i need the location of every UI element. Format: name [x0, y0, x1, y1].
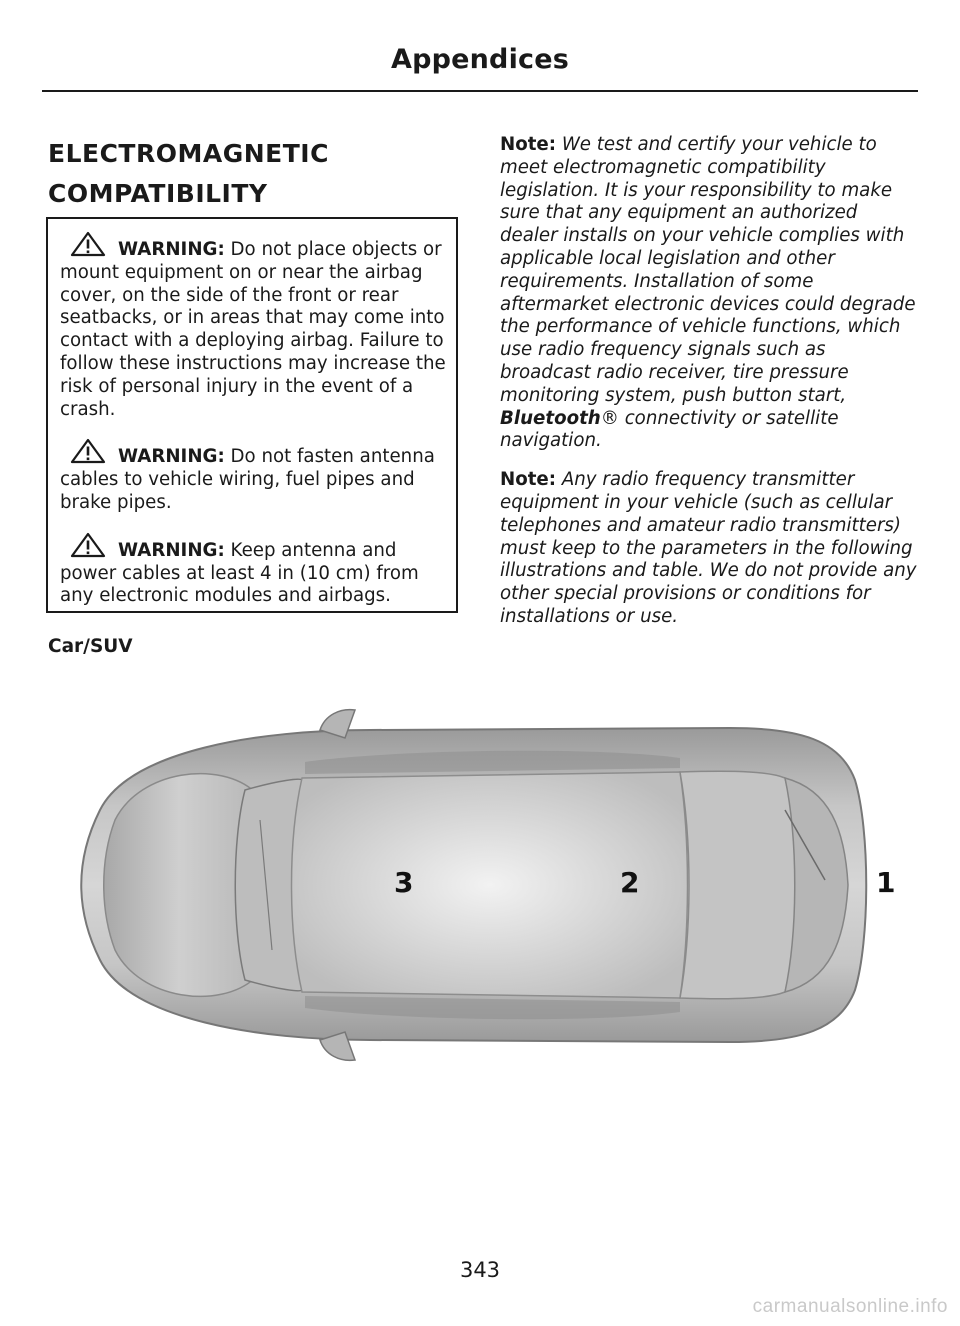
- header-divider: [42, 90, 918, 92]
- warning-text: Do not fasten antenna cables to vehicle wiring, fuel pipes and brake pipes.: [60, 446, 435, 513]
- warning-box: [46, 217, 458, 613]
- bluetooth-brand: Bluetooth: [500, 407, 601, 429]
- page-number: 343: [459, 1258, 501, 1282]
- note-1: [500, 134, 918, 453]
- warning-triangle-icon: [70, 438, 106, 464]
- warning-label: WARNING:: [118, 446, 225, 468]
- warning-1: [60, 231, 446, 421]
- warning-label: WARNING:: [118, 539, 225, 561]
- warning-text: Keep antenna and power cables at least 4 in (10 cm) from any electronic modules and airbags.: [60, 539, 419, 607]
- note-2: [500, 469, 918, 629]
- watermark: carmanualsonline.info: [752, 1296, 948, 1317]
- section-title: ELECTROMAGNETIC COMPATIBILITY: [48, 139, 329, 208]
- warning-triangle-icon: [70, 532, 106, 558]
- note-label: Note:: [500, 134, 557, 155]
- callout-2: 2: [620, 866, 640, 899]
- car-top-view-figure: [40, 700, 920, 1070]
- warning-triangle-icon: [70, 231, 106, 257]
- note-text-end: ® connectivity or satellite navigation.: [500, 407, 839, 452]
- note-text: We test and certify your vehicle to meet electromagnetic compatibility legislation. It is your responsibility to make sure that any equipment an authorized dealer installs on your vehicle complies with applicable local legislation and other requirements. Installation of some aftermarket electronic devices could degrade the performance of vehicle functions, which use radio frequency signals such as broadcast radio receiver, tire pressure monitoring system, push button start,: [500, 134, 916, 406]
- callout-1: 1: [876, 866, 896, 899]
- note-text: Any radio frequency transmitter equipment in your vehicle (such as cellular telephones and amateur radio transmitters) must keep to the parameters in the following illustrations and table. We do not provide any other special provisions or conditions for installations or use.: [500, 469, 917, 627]
- warning-label: WARNING:: [118, 239, 225, 260]
- warning-2: [60, 438, 446, 514]
- notes-column: [500, 134, 918, 645]
- warning-text: Do not place objects or mount equipment on or near the airbag cover, on the side of the front or rear seatbacks, or in areas that may come into contact with a deploying airbag. Failure to follow these instructions may increase the risk of personal injury in the event of a crash.: [60, 239, 446, 420]
- page-header-title: Appendices: [390, 44, 570, 75]
- callout-3: 3: [394, 866, 414, 899]
- figure-subheading: Car/SUV: [48, 636, 133, 657]
- warning-3: [60, 532, 446, 608]
- note-label: Note:: [500, 469, 557, 491]
- car-top-view-illustration: [40, 700, 920, 1070]
